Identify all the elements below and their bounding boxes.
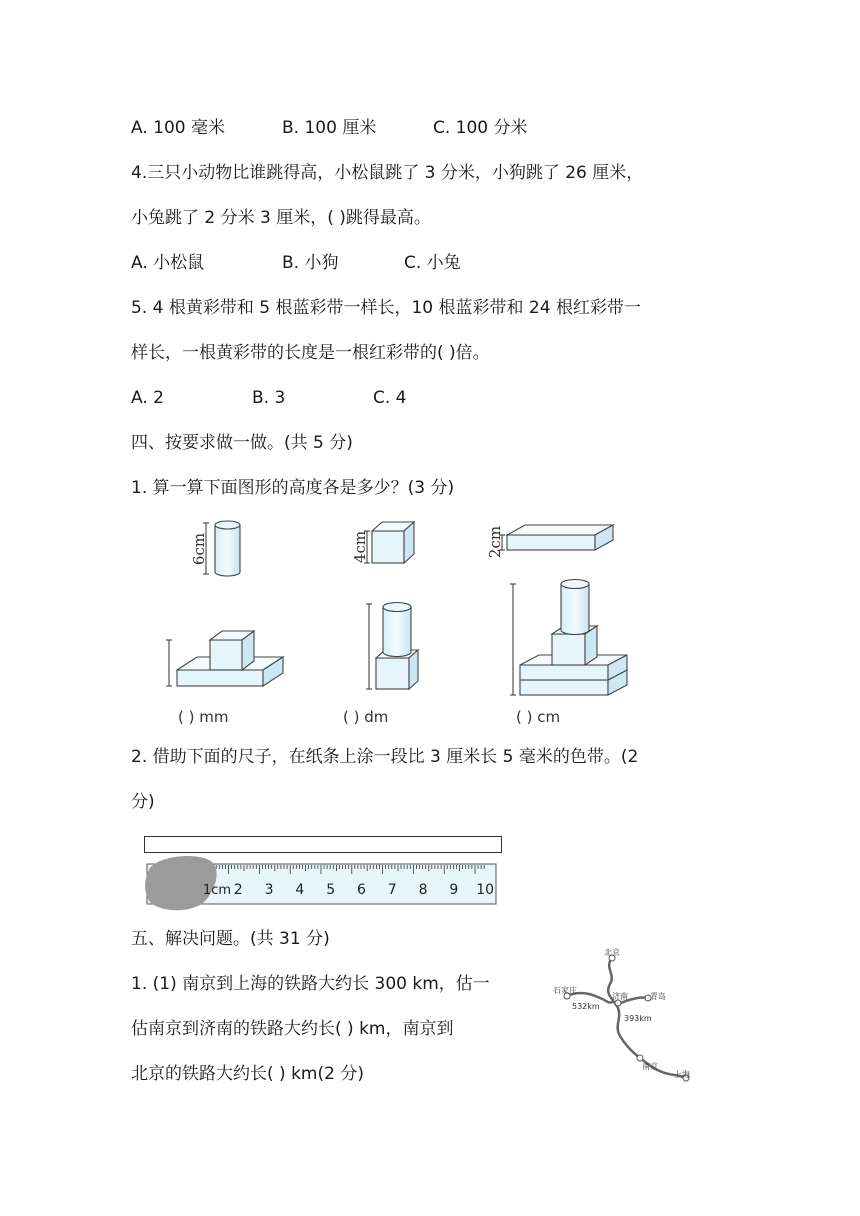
map-label-shijiazhuang: 石家庄 <box>553 986 577 995</box>
answer-blank-cm[interactable]: ( ) cm <box>516 708 561 726</box>
map-label-jinan: 济南 <box>612 992 628 1001</box>
label-6cm: 6cm <box>190 532 209 566</box>
ruler-start-label: 1cm <box>203 883 232 898</box>
q5-option-c: C. 4 <box>373 388 407 408</box>
map-label-qingdao: 青岛 <box>650 992 666 1001</box>
label-4cm: 4cm <box>351 530 370 564</box>
ruler-number: 9 <box>449 882 459 898</box>
map-label-shanghai: 上海 <box>674 1070 690 1079</box>
answer-blank-dm[interactable]: ( ) dm <box>343 708 389 726</box>
section4-q2-line1: 2. 借助下面的尺子，在纸条上涂一段比 3 厘米长 5 毫米的色带。(2 <box>131 747 639 767</box>
label-2cm: 2cm <box>486 525 505 559</box>
q4-option-c: C. 小兔 <box>404 253 461 273</box>
q4-option-a: A. 小松鼠 <box>131 253 205 273</box>
q5-option-b: B. 3 <box>252 388 286 408</box>
map-label-beijing: 北京 <box>604 948 620 957</box>
ruler-number: 5 <box>326 882 336 898</box>
q4-text-line1: 4.三只小动物比谁跳得高，小松鼠跳了 3 分米，小狗跳了 26 厘米， <box>131 163 644 183</box>
ruler-number: 8 <box>418 882 428 898</box>
answer-blank-mm[interactable]: ( ) mm <box>178 708 229 726</box>
map-label-dist-393: 393km <box>624 1014 652 1023</box>
section5-q1-line3: 北京的铁路大约长( ) km(2 分) <box>131 1064 364 1084</box>
q3-option-c: C. 100 分米 <box>433 118 528 138</box>
ruler-number: 4 <box>295 882 305 898</box>
ruler-number: 7 <box>387 882 397 898</box>
ruler-number: 10 <box>476 882 495 898</box>
q3-option-b: B. 100 厘米 <box>282 118 377 138</box>
q5-option-a: A. 2 <box>131 388 164 408</box>
section4-title: 四、按要求做一做。(共 5 分) <box>131 433 353 453</box>
ruler-number: 3 <box>264 882 274 898</box>
q5-text-line1: 5. 4 根黄彩带和 5 根蓝彩带一样长，10 根蓝彩带和 24 根红彩带一 <box>131 298 641 318</box>
section4-q1-text: 1. 算一算下面图形的高度各是多少？(3 分) <box>131 478 455 498</box>
map-label-nanjing: 南京 <box>642 1062 658 1071</box>
section5-title: 五、解决问题。(共 31 分) <box>131 929 330 949</box>
map-label-dist-532: 532km <box>572 1002 600 1011</box>
q5-text-line2: 样长，一根黄彩带的长度是一根红彩带的( )倍。 <box>131 343 490 363</box>
q4-option-b: B. 小狗 <box>282 253 339 273</box>
section4-q2-line2: 分) <box>131 792 155 812</box>
section5-q1-line2: 估南京到济南的铁路大约长( ) km，南京到 <box>131 1019 454 1039</box>
q4-text-line2: 小兔跳了 2 分米 3 厘米，( )跳得最高。 <box>131 208 431 228</box>
section5-q1-line1: 1. (1) 南京到上海的铁路大约长 300 km，估一 <box>131 974 490 994</box>
ruler-number: 2 <box>233 882 243 898</box>
ruler-number: 6 <box>357 882 366 898</box>
q3-option-a: A. 100 毫米 <box>131 118 225 138</box>
